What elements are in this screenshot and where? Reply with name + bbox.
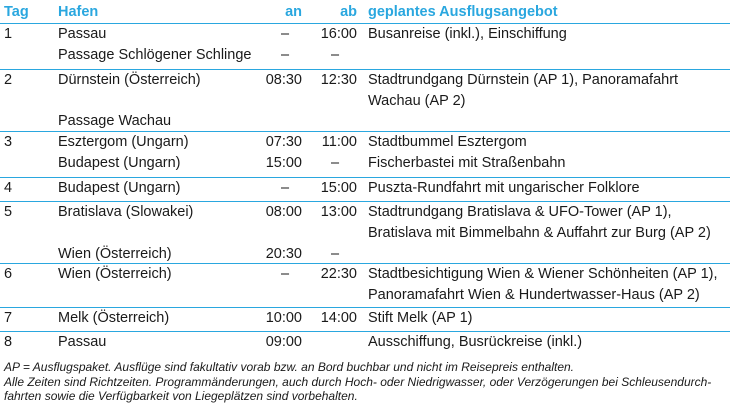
cell-ab: –: [330, 155, 340, 171]
day-line: [0, 264, 730, 285]
day-row: [0, 24, 730, 70]
cell-ab: 14:00: [320, 310, 357, 326]
header-ab: ab: [340, 4, 357, 20]
cell-an: 08:30: [265, 72, 302, 88]
cell-hafen: Passau: [58, 26, 107, 42]
cell-hafen: Bratislava (Slowakei): [58, 204, 194, 220]
cell-ab: 11:00: [321, 134, 357, 150]
cell-an: 09:00: [265, 334, 302, 350]
day-line: [0, 153, 730, 174]
cell-an: 08:00: [265, 204, 302, 220]
day-line: [0, 91, 730, 112]
cell-angebot: Puszta-Rundfahrt mit ungarischer Folklore: [368, 180, 640, 196]
day-line: [0, 24, 730, 45]
day-line: [0, 111, 730, 132]
cell-angebot: Stadtrundgang Bratislava & UFO-Tower (AP 1),: [368, 204, 672, 220]
cell-ab: –: [330, 47, 340, 63]
day-row: [0, 264, 730, 308]
cell-tag: 3: [4, 134, 13, 150]
cell-ab: 22:30: [320, 266, 357, 282]
cell-an: 07:30: [265, 134, 302, 150]
cell-hafen: Passage Schlögener Schlinge: [58, 47, 252, 63]
footnote-line: AP = Ausflugspaket. Ausflüge sind fakultativ vorab bzw. an Bord buchbar und nicht im Reisepreis enthalten.: [4, 360, 574, 374]
cell-hafen: Wien (Österreich): [58, 266, 172, 282]
day-line: [0, 202, 730, 223]
cell-angebot: Wachau (AP 2): [368, 93, 466, 109]
day-line: [0, 308, 730, 329]
cell-tag: 6: [4, 266, 13, 282]
day-row: [0, 332, 730, 356]
footnotes: [4, 360, 726, 404]
cell-angebot: Ausschiffung, Busrückreise (inkl.): [368, 334, 583, 350]
day-line: [0, 285, 730, 306]
cell-an: 20:30: [265, 246, 302, 262]
header-hafen: Hafen: [58, 4, 99, 20]
cell-tag: 1: [4, 26, 13, 42]
day-line: [0, 132, 730, 153]
cell-hafen: Wien (Österreich): [58, 246, 172, 262]
cell-hafen: Budapest (Ungarn): [58, 180, 181, 196]
day-row: [0, 202, 730, 264]
cell-tag: 5: [4, 204, 13, 220]
cell-angebot: Stadtbummel Esztergom: [368, 134, 527, 150]
cell-an: 15:00: [265, 155, 302, 171]
cell-an: –: [280, 47, 290, 63]
cell-tag: 8: [4, 334, 13, 350]
table-body: [0, 24, 730, 356]
cell-an: –: [280, 26, 290, 42]
cell-angebot: Bratislava mit Bimmelbahn & Auffahrt zur Burg (AP 2): [368, 225, 711, 241]
day-row: [0, 132, 730, 178]
day-row: [0, 308, 730, 332]
day-line: [0, 244, 730, 265]
cell-angebot: Stadtrundgang Dürnstein (AP 1), Panoramafahrt: [368, 72, 679, 88]
cell-ab: –: [330, 246, 340, 262]
header-angebot: geplantes Ausflugsangebot: [368, 4, 558, 20]
cell-angebot: Busanreise (inkl.), Einschiffung: [368, 26, 567, 42]
day-row: [0, 178, 730, 202]
footnote-line: Alle Zeiten sind Richtzeiten. Programmänderungen, auch durch Hoch- oder Niedrigwasser, oder Verzögerungen bei Schleusendurch-: [4, 374, 712, 389]
cell-angebot: Stadtbesichtigung Wien & Wiener Schönheiten (AP 1),: [368, 266, 718, 282]
day-line: [0, 70, 730, 91]
header-an: an: [285, 4, 302, 20]
day-line: [0, 223, 730, 244]
cell-hafen: Passage Wachau: [58, 113, 172, 129]
footnote-line: fahrten sowie die Verfügbarkeit von Liegeplätzen sind vorbehalten.: [4, 389, 358, 403]
day-line: [0, 178, 730, 199]
cell-ab: 15:00: [320, 180, 357, 196]
cell-hafen: Budapest (Ungarn): [58, 155, 181, 171]
cell-hafen: Esztergom (Ungarn): [58, 134, 189, 150]
day-row: [0, 70, 730, 132]
cell-ab: 16:00: [320, 26, 357, 42]
cell-angebot: Stift Melk (AP 1): [368, 310, 473, 326]
cell-tag: 7: [4, 310, 13, 326]
day-line: [0, 45, 730, 66]
cell-an: 10:00: [265, 310, 302, 326]
cell-ab: 13:00: [320, 204, 357, 220]
cell-hafen: Passau: [58, 334, 107, 350]
cell-an: –: [280, 266, 290, 282]
day-line: [0, 332, 730, 353]
cell-angebot: Panoramafahrt Wien & Hundertwasser-Haus (AP 2): [368, 287, 700, 303]
header-tag: Tag: [4, 4, 29, 20]
cell-hafen: Melk (Österreich): [58, 310, 170, 326]
cell-an: –: [280, 180, 290, 196]
cell-ab: 12:30: [320, 72, 357, 88]
cell-tag: 4: [4, 180, 13, 196]
cell-hafen: Dürnstein (Österreich): [58, 72, 201, 88]
cell-angebot: Fischerbastei mit Straßenbahn: [368, 155, 566, 171]
cell-tag: 2: [4, 72, 13, 88]
table-header: [0, 0, 730, 24]
